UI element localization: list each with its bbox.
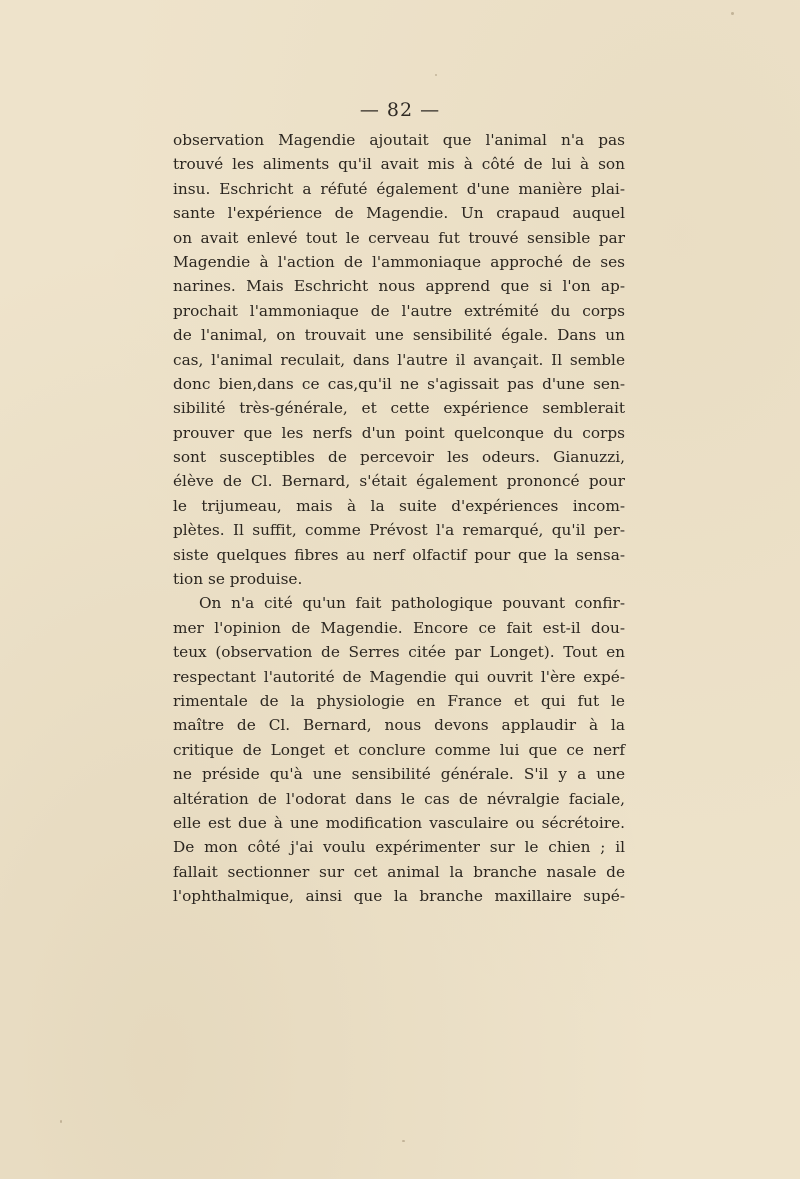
text-line: sante l'expérience de Magendie. Un crapaud auquel [173,204,625,223]
text-line: De mon côté j'ai voulu expérimenter sur le chien ; il [173,838,625,857]
text-line: critique de Longet et conclure comme lui que ce nerf [173,740,625,759]
text-line: sont susceptibles de percevoir les odeurs. Gianuzzi, [173,448,625,467]
text-line: élève de Cl. Bernard, s'était également prononcé pour [173,472,625,491]
text-line: ne préside qu'à une sensibilité générale. S'il y a une [173,765,625,784]
paper-speck [435,74,437,76]
text-line: l'ophthalmique, ainsi que la branche maxillaire supé- [173,887,625,906]
text-line: prouver que les nerfs d'un point quelconque du corps [173,423,625,442]
text-line: mer l'opinion de Magendie. Encore ce fait est-il dou- [173,618,625,637]
text-line: teux (observation de Serres citée par Longet). Tout en [173,643,625,662]
body-text [173,128,625,909]
text-line: cas, l'animal reculait, dans l'autre il avançait. Il semble [173,350,625,369]
text-line: observation Magendie ajoutait que l'animal n'a pas [173,131,625,149]
text-line: insu. Eschricht a réfuté également d'une manière plai- [173,179,625,198]
text-line: on avait enlevé tout le cerveau fut trouvé sensible par [173,228,625,247]
text-line: de l'animal, on trouvait une sensibilité égale. Dans un [173,326,625,345]
text-line: On n'a cité qu'un fait pathologique pouvant confir- [199,594,625,613]
page-number: — 82 — [359,99,441,121]
paper-speck [60,1120,62,1123]
text-line: altération de l'odorat dans le cas de névralgie faciale, [173,789,625,808]
text-line: sibilité très-générale, et cette expérience semblerait [173,399,625,418]
text-line: trouvé les aliments qu'il avait mis à côté de lui à son [173,155,625,174]
text-line: donc bien,dans ce cas,qu'il ne s'agissait pas d'une sen- [173,374,625,393]
text-line: narines. Mais Eschricht nous apprend que si l'on ap- [173,277,625,296]
text-line: le trijumeau, mais à la suite d'expériences incom- [173,496,625,515]
text-line: siste quelques fibres au nerf olfactif pour que la sensa- [173,545,625,564]
text-line: prochait l'ammoniaque de l'autre extrémité du corps [173,301,625,320]
text-line: maître de Cl. Bernard, nous devons applaudir à la [173,716,625,735]
text-line: respectant l'autorité de Magendie qui ouvrit l'ère expé- [173,667,625,686]
text-line: plètes. Il suffit, comme Prévost l'a remarqué, qu'il per- [173,521,625,540]
text-line: rimentale de la physiologie en France et qui fut le [173,691,625,710]
text-line: fallait sectionner sur cet animal la branche nasale de [173,862,625,881]
paper-speck [731,12,734,15]
paper-speck [402,1140,405,1142]
text-line: Magendie à l'action de l'ammoniaque approché de ses [173,252,625,271]
text-line: tion se produise. [173,570,303,589]
text-line: elle est due à une modification vasculaire ou sécrétoire. [173,813,625,832]
